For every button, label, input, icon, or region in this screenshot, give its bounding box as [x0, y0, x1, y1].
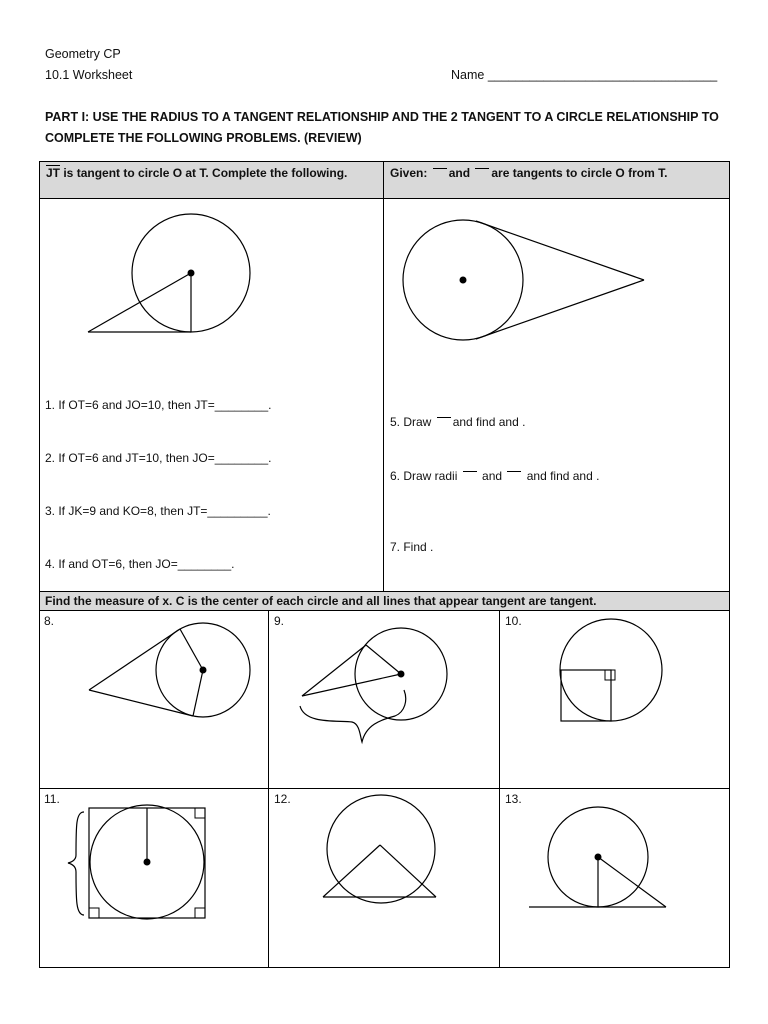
diagram-13 [529, 807, 666, 907]
question-1: 1. If OT=6 and JO=10, then JT=________. [45, 398, 272, 412]
question-6: 6. Draw radii and and find and . [390, 469, 600, 483]
problem-8-label: 8. [44, 614, 55, 628]
left-heading-text: is tangent to circle O at T. Complete the following. [60, 166, 348, 180]
problem-9-label: 9. [274, 614, 285, 628]
question-7: 7. Find . [390, 540, 434, 554]
right-heading-text: are tangents to circle O from T. [491, 166, 668, 180]
problem-13-label: 13. [505, 792, 522, 806]
problem-11-label: 11. [44, 792, 60, 806]
segment-jt: JT [46, 166, 61, 180]
diagram-8 [89, 623, 250, 717]
question-2: 2. If OT=6 and JT=10, then JO=________. [45, 451, 272, 465]
part1-instructions: PART I: USE THE RADIUS TO A TANGENT RELATIONSHIP AND THE 2 TANGENT TO A CIRCLE RELATIONSHIP TO COMPLETE THE FOLLOWING PROBLEMS. (REVIEW) [45, 110, 719, 145]
diagram-9 [300, 628, 447, 742]
diagram-11 [68, 805, 205, 919]
question-3: 3. If JK=9 and KO=8, then JT=_________. [45, 504, 271, 518]
course-title: Geometry CP [45, 47, 121, 61]
given-label: Given: [390, 166, 431, 180]
worksheet-title: 10.1 Worksheet [45, 68, 133, 82]
name-field[interactable]: Name _________________________________ [451, 68, 718, 82]
and-label: and [448, 166, 474, 180]
diagram-10 [560, 619, 662, 721]
question-5: 5. Draw and find and . [390, 415, 526, 429]
problem-10-label: 10. [505, 614, 522, 628]
question-4: 4. If and OT=6, then JO=________. [45, 557, 235, 571]
part2-heading: Find the measure of x. C is the center of each circle and all lines that appear tangent are tangent. [45, 594, 597, 608]
problem-12-label: 12. [274, 792, 291, 806]
diagram-12 [323, 795, 436, 903]
